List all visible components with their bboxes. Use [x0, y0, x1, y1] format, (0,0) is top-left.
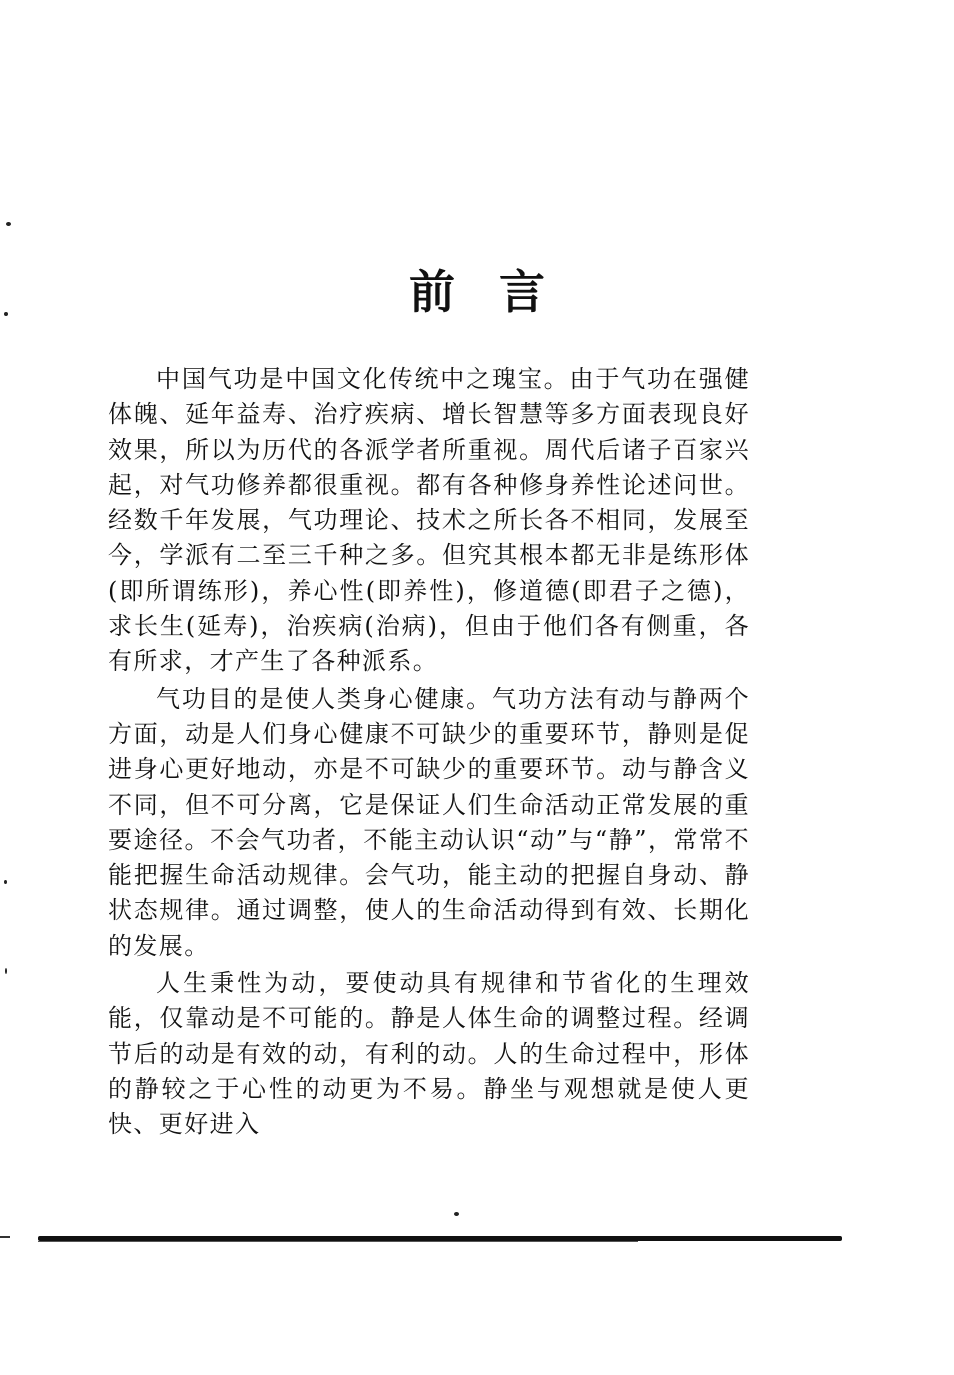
footer-rule-shadow	[38, 1241, 638, 1242]
paragraph-3: 人生秉性为动，要使动具有规律和节省化的生理效能，仅靠动是不可能的。静是人体生命的调整过程。经调节后的动是有效的动，有利的动。人的生命过程中，形体的静较之于心性的动更为不易。静坐与观想就是使人更快、更好进入	[108, 969, 750, 1139]
scan-speck	[6, 222, 11, 226]
paragraph-2: 气功目的是使人类身心健康。气功方法有动与静两个方面，动是人们身心健康不可缺少的重要环节，静则是促进身心更好地动，亦是不可缺少的重要环节。动与静含义不同，但不可分离，它是保证人们生命活动正常发展的重要途径。不会气功者，不能主动认识“动”与“静”，常常不能把握生命活动规律。会气功，能主动的把握自身动、静状态规律。通过调整，使人的生命活动得到有效、长期化的发展。	[108, 684, 750, 960]
scan-speck	[454, 1212, 459, 1216]
body-text	[108, 362, 750, 1143]
scan-speck	[4, 880, 7, 884]
edge-dash	[0, 1236, 10, 1238]
scan-speck	[4, 312, 8, 316]
paragraph-1: 中国气功是中国文化传统中之瑰宝。由于气功在强健体魄、延年益寿、治疗疾病、增长智慧等多方面表现良好效果，所以为历代的各派学者所重视。周代后诸子百家兴起，对气功修养都很重视。都有各种修身养性论述问世。经数千年发展，气功理论、技术之所长各不相同，发展至今，学派有二至三千种之多。但究其根本都无非是练形体(即所谓练形)，养心性(即养性)，修道德(即君子之德)，求长生(延寿)，治疾病(治病)，但由于他们各有侧重，各有所求，才产生了各种派系。	[108, 365, 750, 676]
page-title: 前言	[409, 265, 589, 319]
scan-speck	[5, 968, 7, 974]
